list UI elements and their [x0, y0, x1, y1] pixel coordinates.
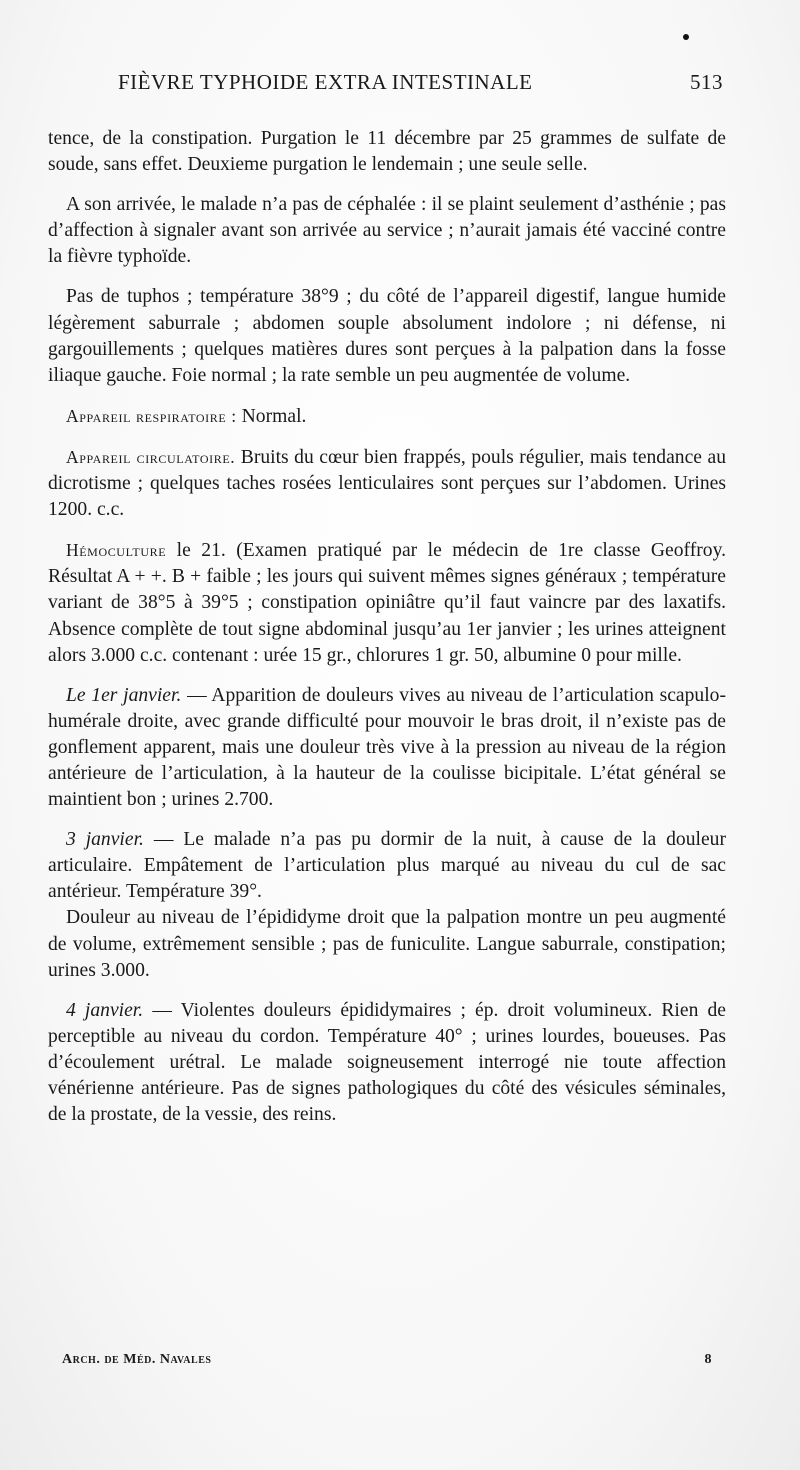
ink-speck — [683, 34, 689, 40]
paragraph: tence, de la constipation. Purgation le 11 décembre par 25 grammes de sulfate de soude, sans effet. Deuxieme purgation le lendemain ; une seule selle. — [48, 128, 726, 176]
section-label: Hémoculture — [66, 540, 167, 561]
entry-text: — Le malade n’a pas pu dormir de la nuit, à cause de la douleur articulaire. Empâtement de l’articulation plus marqué au niveau du cul de sac antérieur. Température 39°. — [48, 829, 726, 903]
entry-date: 4 janvier. — [66, 999, 144, 1021]
section-text: Bruits du cœur bien frappés, pouls régulier, mais tendance au dicrotisme ; quelques taches rosées lenticulaires sont perçues sur l’abdomen. Urines 1200. c.c. — [48, 446, 727, 521]
paragraph — [48, 827, 726, 905]
section-text: le 21. (Examen pratiqué par le médecin de 1re classe Geoffroy. Résultat A + +. B + faible ; les jours qui suivent mêmes signes généraux ; température variant de 38°5 à 39°5 ; constipation opiniâtre qu’il faut vaincre par des laxatifs. Absence complète de tout signe abdominal jusqu’au 1er janvier ; les urines atteignent alors 3.000 c.c. contenant : urée 15 gr., chlorures 1 gr. 50, albumine 0 pour mille. — [48, 540, 726, 666]
entry-date: Le 1er janvier. — [66, 684, 182, 706]
paragraph — [48, 998, 726, 1128]
paragraph — [48, 444, 726, 523]
page-footer — [62, 1352, 712, 1368]
entry-date: 3 janvier. — [66, 829, 144, 851]
body-text — [48, 126, 726, 1142]
section-label: Appareil circulatoire. — [66, 446, 236, 467]
paragraph: Pas de tuphos ; température 38°9 ; du côté de l’appareil digestif, langue humide légèrement saburrale ; abdomen souple absolument indolore ; ni défense, ni gargouillements ; quelques matières dures sont perçues à la palpation dans la fosse iliaque gauche. Foie normal ; la rate semble un peu augmentée de volume. — [48, 286, 726, 386]
running-header — [118, 70, 723, 95]
paragraph — [48, 683, 726, 813]
section-text: Normal. — [241, 405, 307, 427]
signature-mark: 8 — [704, 1352, 712, 1367]
paragraph: Douleur au niveau de l’épididyme droit que la palpation montre un peu augmenté de volume, extrêmement sensible ; pas de funiculite. Langue saburrale, constipation; urines 3.000. — [48, 907, 726, 981]
paragraph: A son arrivée, le malade n’a pas de céphalée : il se plaint seulement d’asthénie ; pas d’affection à signaler avant son arrivée au service ; n’aurait jamais été vacciné contre la fièvre typhoïde. — [48, 194, 726, 268]
paragraph — [48, 403, 726, 430]
paragraph — [48, 537, 726, 668]
page-number: 513 — [690, 70, 723, 94]
running-title: FIÈVRE TYPHOIDE EXTRA INTESTINALE — [118, 70, 533, 94]
journal-name: Arch. de Méd. Navales — [62, 1352, 212, 1367]
entry-text: — Violentes douleurs épididymaires ; ép. droit volumineux. Rien de perceptible au niveau du cordon. Température 40° ; urines lourdes, boueuses. Pas d’écoulement urétral. Le malade soigneusement interrogé nie toute affection vénérienne antérieure. Pas de signes pathologiques du côté des vésicules séminales, de la prostate, de la vessie, des reins. — [48, 999, 726, 1126]
entry-text: — Apparition de douleurs vives au niveau de l’articulation scapulo-humérale droite, avec grande difficulté pour mouvoir le bras droit, il n’existe pas de gonflement apparent, mais une douleur très vive à la pression au niveau de la région antérieure de l’articulation, à la hauteur de la coulisse bicipitale. L’état général se maintient bon ; urines 2.700. — [48, 684, 726, 811]
section-label: Appareil respiratoire : — [66, 405, 237, 426]
